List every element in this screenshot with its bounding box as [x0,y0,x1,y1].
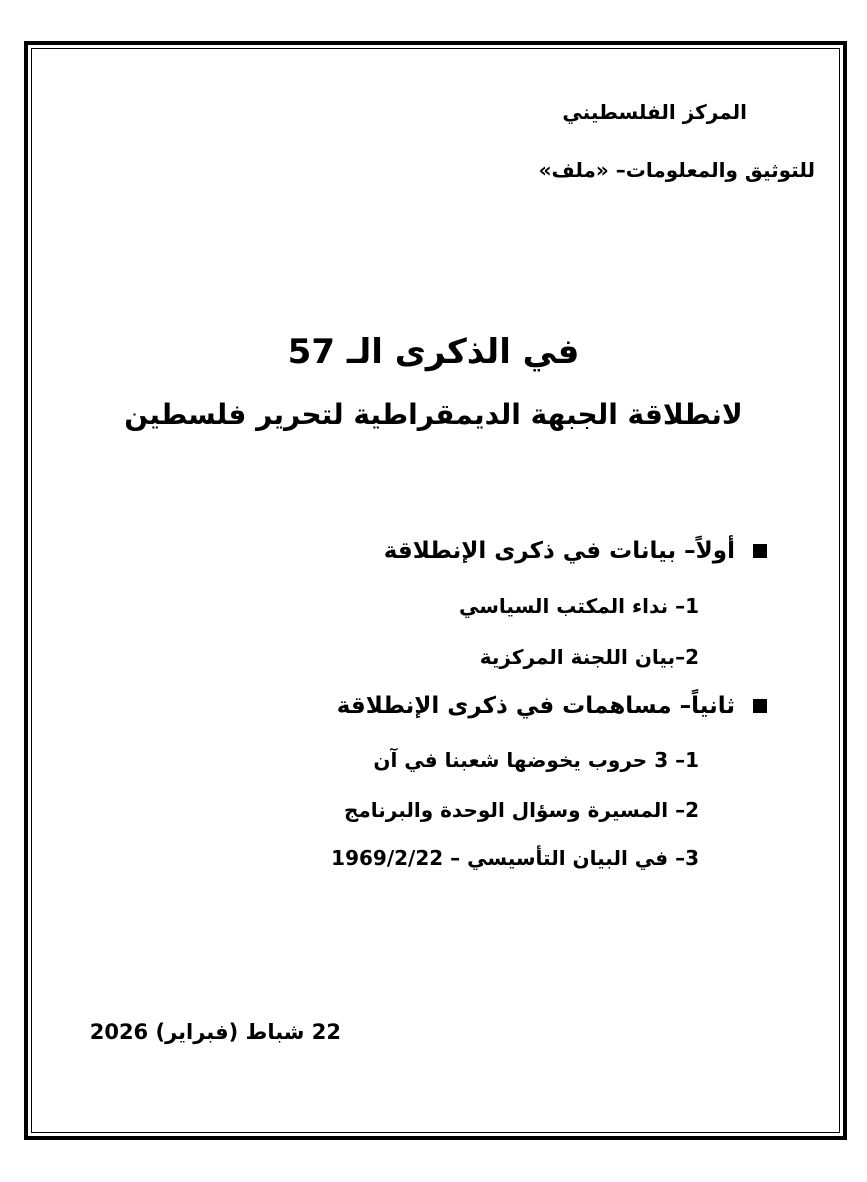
section-heading-text: ثانياً– مساهمات في ذكرى الإنطلاقة [336,693,735,719]
organization-subtitle: للتوثيق والمعلومات– «ملف» [538,158,815,182]
page-border-inner [31,48,840,1133]
section-heading-1 [384,538,767,564]
square-bullet-icon [753,699,767,713]
list-item: 3– في البيان التأسيسي – 1969/2/22 [331,846,699,870]
organization-name: المركز الفلسطيني [562,100,747,124]
section-heading-2 [337,693,767,719]
publication-date: 22 شباط (فبراير) 2026 [89,1020,341,1044]
section-heading-text: أولاً– بيانات في ذكرى الإنطلاقة [383,538,735,564]
list-item: 1– 3 حروب يخوضها شعبنا في آن [373,748,699,772]
square-bullet-icon [753,544,767,558]
list-item: 2–بيان اللجنة المركزية [479,645,699,669]
list-item: 1– نداء المكتب السياسي [459,594,699,618]
list-item: 2– المسيرة وسؤال الوحدة والبرنامج [343,798,699,822]
document-subtitle: لانطلاقة الجبهة الديمقراطية لتحرير فلسطين [124,398,743,431]
document-title: في الذكرى الـ 57 [287,332,580,372]
